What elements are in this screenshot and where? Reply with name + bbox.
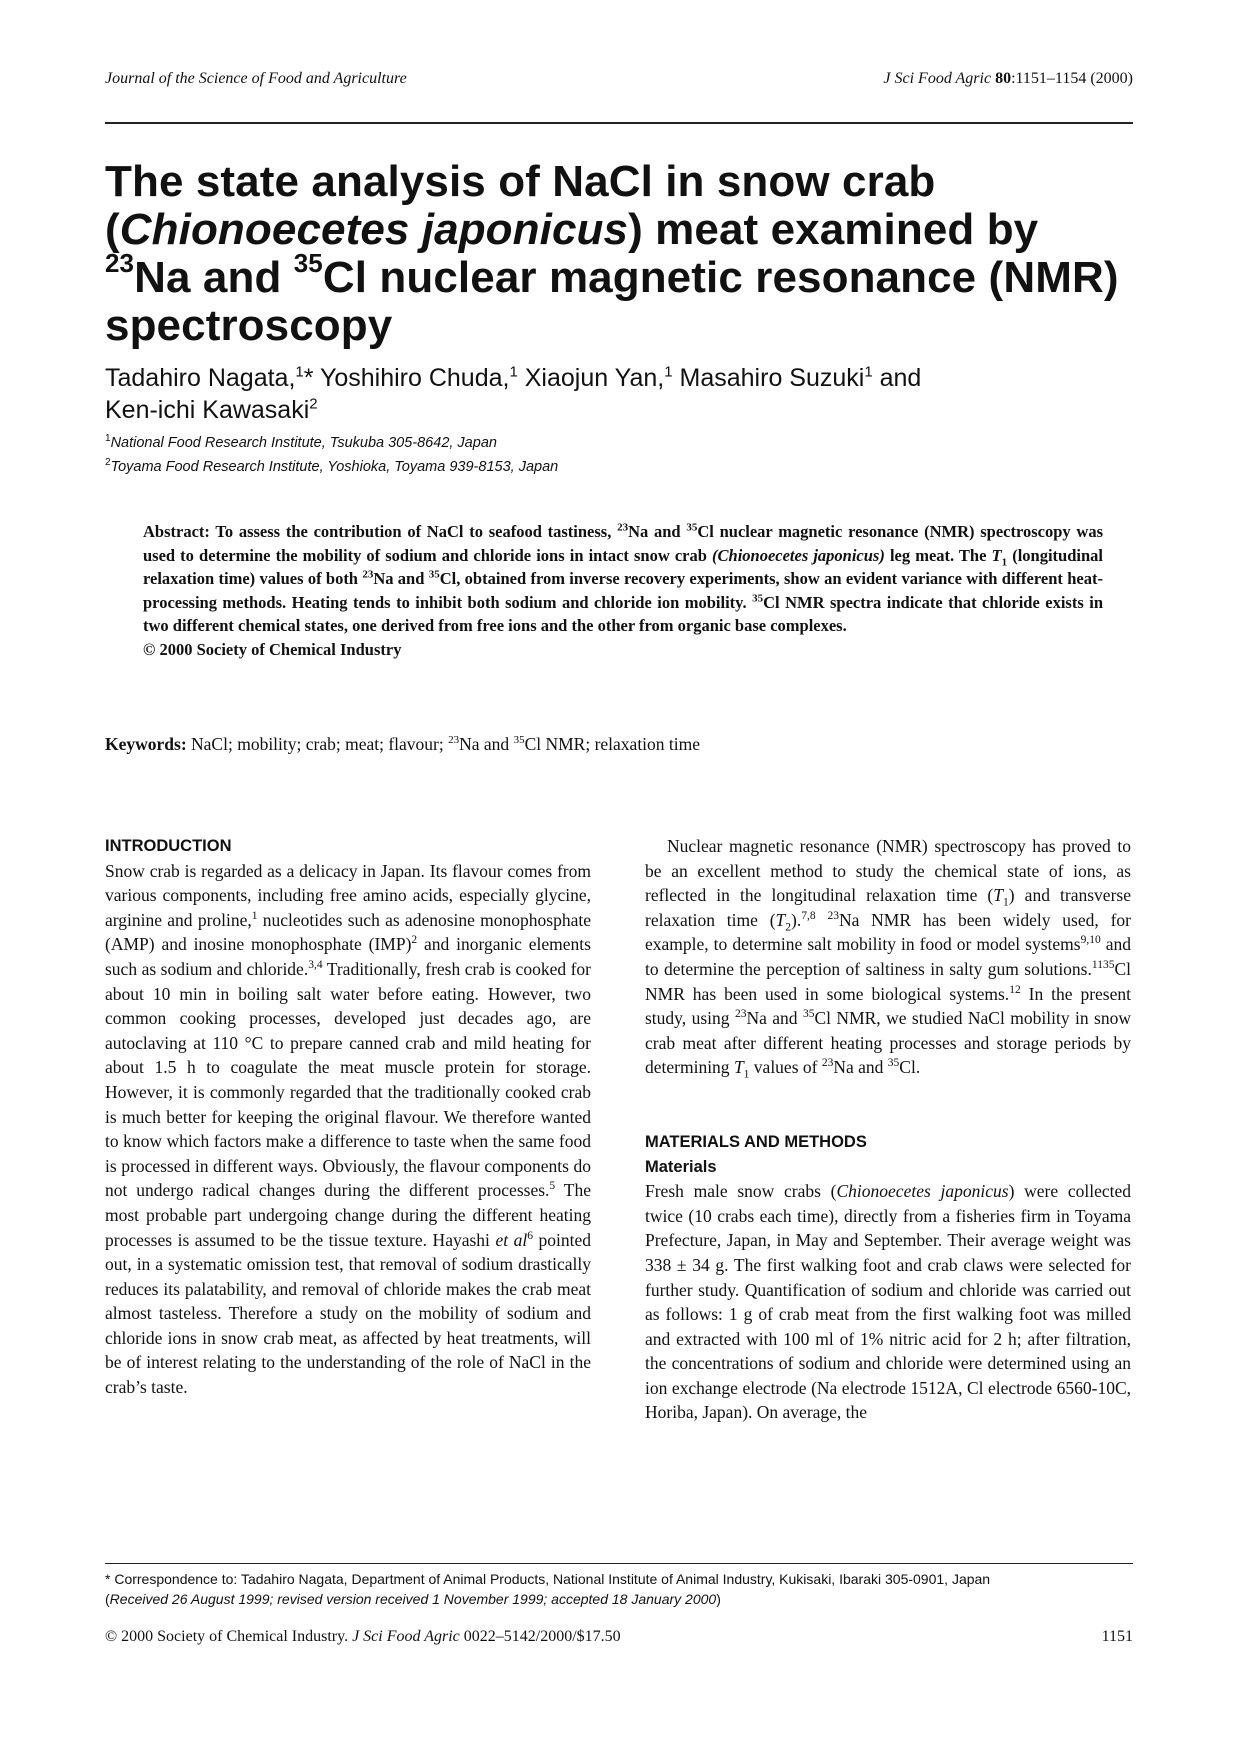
symbol-t: T (993, 885, 1003, 906)
species-name: Chionoecetes japonicus (836, 1181, 1009, 1202)
body-text: Snow crab is regarded as a delicacy in Japan. Its flavour comes from various components, including free amino acids, especially glycine, arginine and proline, (105, 860, 591, 930)
isotope-number: 23 (821, 1057, 834, 1070)
right-column (645, 834, 1131, 1425)
isotope-number: 23 (617, 521, 629, 534)
affiliation-text: National Food Research Institute, Tsukuba 305-8642, Japan (110, 435, 497, 451)
isotope-number: 35 (428, 568, 440, 581)
section-heading-introduction: INTRODUCTION (105, 837, 232, 855)
body-text: Cl NMR, we studied NaCl mobility in snow crab meat after different heating processes and storage periods by determining (645, 1008, 1131, 1078)
isotope-number: 23 (362, 568, 374, 581)
materials-paragraph (645, 1179, 1131, 1425)
symbol-subscript: 1 (1001, 555, 1008, 568)
intro-paragraph (105, 859, 591, 1400)
isotope-number: 23 (734, 1008, 747, 1021)
body-text: ) were collected twice (10 crabs each time), directly from a fisheries firm in Toyama Prefecture, Japan, in May and September. Their average weight was 338 ± 34 g. The first walking foot and crab claws were selected for further study. Quantification of sodium and chloride was carried out as follows: 1 g of crab meat from the first walking foot was milled and extracted with 100 ml of 1% nitric acid for 2 h; after filtration, the concentrations of sodium and chloride were determined using an ion exchange electrode (Na electrode 1512A, Cl electrode 6560-10C, Horiba, Japan). On average, the (645, 1181, 1131, 1423)
abstract-text: Cl, obtained from inverse recovery experiments, show an evident variance with different heat-processing methods. Heating tends to inhibit both sodium and chloride ion mobility. (143, 569, 1103, 612)
isotope-number: 35 (752, 592, 764, 604)
received-text: Received 26 August 1999; revised version received 1 November 1999; accepted 18 January 2000 (109, 1590, 717, 1607)
citation-abbrev: J Sci Food Agric (883, 70, 992, 87)
corresponding-mark: * (303, 364, 314, 392)
author-name: Masahiro Suzuki (672, 364, 865, 392)
abstract-text: Na and (373, 569, 429, 588)
et-al: et al (495, 1229, 528, 1250)
body-text: values of (749, 1057, 822, 1078)
reference-mark: 5 (549, 1180, 556, 1193)
abstract-text: Na and (628, 522, 687, 541)
section-gap (645, 1080, 1131, 1130)
abstract-text: (longitudinal relaxation time) values of both (143, 545, 1103, 588)
body-text: Fresh male snow crabs ( (645, 1181, 837, 1202)
keywords (105, 732, 1135, 756)
citation (883, 70, 1133, 88)
author-affil-mark: 2 (309, 395, 318, 413)
reference-mark: 6 (527, 1229, 533, 1242)
keywords-text: NaCl; mobility; crab; meat; flavour; (186, 734, 449, 754)
symbol-t: T (733, 1057, 744, 1078)
abstract (143, 520, 1103, 661)
body-text: Cl. (899, 1057, 921, 1078)
title-text: The state analysis of NaCl in snow crab ( (105, 157, 936, 254)
abstract-text: leg meat. The (884, 545, 992, 565)
symbol-subscript: 2 (785, 921, 792, 934)
abstract-copyright: © 2000 Society of Chemical Industry (143, 639, 402, 659)
symbol-subscript: 1 (1003, 896, 1009, 909)
citation-pages: :1151–1154 (2000) (1011, 70, 1133, 87)
correspondence-note: * Correspondence to: Tadahiro Nagata, Department of Animal Products, National Institute of Animal Industry, Kukisaki, Ibaraki 305-0901, Japan (105, 1571, 991, 1587)
title-isotope: 23 (105, 248, 135, 279)
author-affil-mark: 1 (864, 363, 873, 381)
symbol-t: T (991, 545, 1002, 565)
body-text (816, 910, 828, 930)
body-text: Nuclear magnetic resonance (NMR) spectroscopy has proved to be an excellent method to study the chemical state of ions, as reflected in the longitudinal relaxation time ( (645, 836, 1131, 906)
body-text: Na NMR has been widely used, for example, to determine salt mobility in food or model systems (645, 909, 1131, 955)
reference-mark: 2 (411, 934, 418, 947)
isotope-number: 35 (1102, 959, 1115, 972)
isotope-number: 35 (887, 1057, 900, 1070)
affiliation-text: Toyama Food Research Institute, Yoshioka, Toyama 939-8153, Japan (110, 459, 559, 475)
reference-mark: 7,8 (801, 909, 816, 922)
page-footer (105, 1628, 1133, 1646)
article-title (105, 158, 1135, 350)
author-conjunction: and (872, 364, 922, 392)
footnote-rule (105, 1563, 1133, 1564)
reference-mark: 3,4 (308, 959, 323, 972)
symbol-t: T (775, 909, 786, 930)
keywords-text: Cl NMR; relaxation time (524, 734, 701, 754)
author-name: Yoshihiro Chuda, (313, 364, 510, 392)
reference-mark: 11 (1091, 959, 1103, 972)
affiliation-mark: 2 (105, 457, 111, 469)
footer-journal: J Sci Food Agric (352, 1628, 460, 1645)
isotope-number: 23 (827, 909, 839, 922)
subsection-heading-materials: Materials (645, 1157, 717, 1176)
title-text: Cl nuclear magnetic resonance (NMR) spectroscopy (105, 253, 1119, 350)
section-heading-methods: MATERIALS AND METHODS (645, 1132, 867, 1151)
title-text: Na and (134, 253, 294, 302)
author-affil-mark: 1 (509, 363, 518, 381)
body-text: Traditionally, fresh crab is cooked for about 10 min in boiling salt water before eating. However, two common cooking processes, developed just decades ago, are autoclaving at 110 °C to prepare canned crab and mild heating for about 1.5 h to coagulate the meat muscle protein for storage. However, it is commonly regarded that the traditionally cooked crab is much better for keeping the original flavour. We therefore wanted to know which factors make a difference to taste when the same food is processed in different ways. Obviously, the flavour components do not undergo radical changes during the different processes. (105, 958, 591, 1201)
paren: ) (716, 1590, 721, 1607)
nmr-paragraph (645, 834, 1131, 1080)
abstract-species: (Chionoecetes japonicus) (712, 545, 885, 565)
body-text: nucleotides such as adenosine monophosphate (AMP) and inosine monophosphate (IMP) (105, 909, 591, 955)
abstract-text: Cl nuclear magnetic resonance (NMR) spectroscopy was used to determine the mobility of sodium and chloride ions in intact snow crab (143, 522, 1103, 565)
author-name: Tadahiro Nagata, (105, 364, 296, 392)
body-text: Cl NMR has been used in some biological systems. (645, 958, 1131, 1004)
keywords-label: Keywords: (105, 734, 187, 754)
isotope-number: 35 (802, 1008, 815, 1021)
body-text: Na and (746, 1008, 803, 1029)
paren: ( (105, 1590, 110, 1607)
body-text: ) and transverse relaxation time ( (645, 885, 1131, 930)
isotope-number: 23 (448, 734, 460, 747)
journal-name: Journal of the Science of Food and Agriculture (105, 70, 407, 87)
footer-issn: 0022–5142/2000/$17.50 (459, 1628, 621, 1645)
keywords-text: Na and (459, 734, 514, 754)
header-rule (105, 122, 1133, 124)
body-text: and inorganic elements such as sodium and chloride. (105, 934, 591, 979)
author-name: Xiaojun Yan, (517, 364, 665, 392)
symbol-subscript: 1 (743, 1068, 750, 1081)
reference-mark: 9,10 (1080, 934, 1101, 947)
received-dates (105, 1590, 1135, 1610)
author-name: Ken-ichi Kawasaki (105, 396, 310, 424)
isotope-number: 35 (686, 521, 698, 534)
reference-mark: 12 (1009, 983, 1021, 996)
reference-mark: 1 (251, 909, 258, 922)
abstract-label: Abstract: (143, 522, 210, 541)
citation-volume: 80 (995, 70, 1012, 87)
body-text: ). (791, 909, 802, 930)
footer-copyright: © 2000 Society of Chemical Industry. (105, 1628, 353, 1645)
author-list (105, 362, 1135, 426)
affiliation-2 (105, 458, 1005, 476)
body-text: In the present study, using (645, 983, 1131, 1029)
isotope-number: 35 (513, 734, 525, 747)
body-text: pointed out, in a systematic omission test, that removal of sodium drastically reduces its palatability, and removal of chloride makes the crab meat almost tasteless. Therefore a study on the mobility of sodium and chloride ions in snow crab meat, as affected by heat treatments, will be of interest relating to the understanding of the role of NaCl in the crab’s taste. (105, 1229, 591, 1398)
body-text: and to determine the perception of saltiness in salty gum solutions. (645, 934, 1131, 979)
page-number: 1151 (1101, 1628, 1133, 1645)
title-text: ) meat examined by (628, 205, 1039, 254)
author-affil-mark: 1 (295, 363, 304, 381)
left-column (105, 834, 591, 1400)
affiliation-mark: 1 (105, 433, 111, 445)
footnote (105, 1570, 1135, 1609)
abstract-text: To assess the contribution of NaCl to seafood tastiness, (209, 522, 618, 541)
author-affil-mark: 1 (664, 363, 673, 381)
running-head (105, 70, 1133, 88)
body-text: Na and (833, 1057, 888, 1078)
title-isotope: 35 (293, 248, 323, 279)
body-text: The most probable part undergoing change during the different heating processes is assumed to be the tissue texture. Hayashi (105, 1180, 591, 1250)
title-species: Chionoecetes japonicus (119, 205, 629, 254)
abstract-text: Cl NMR spectra indicate that chloride exists in two different chemical states, one derived from free ions and the other from organic base complexes. (143, 592, 1103, 635)
affiliation-1 (105, 434, 1005, 452)
